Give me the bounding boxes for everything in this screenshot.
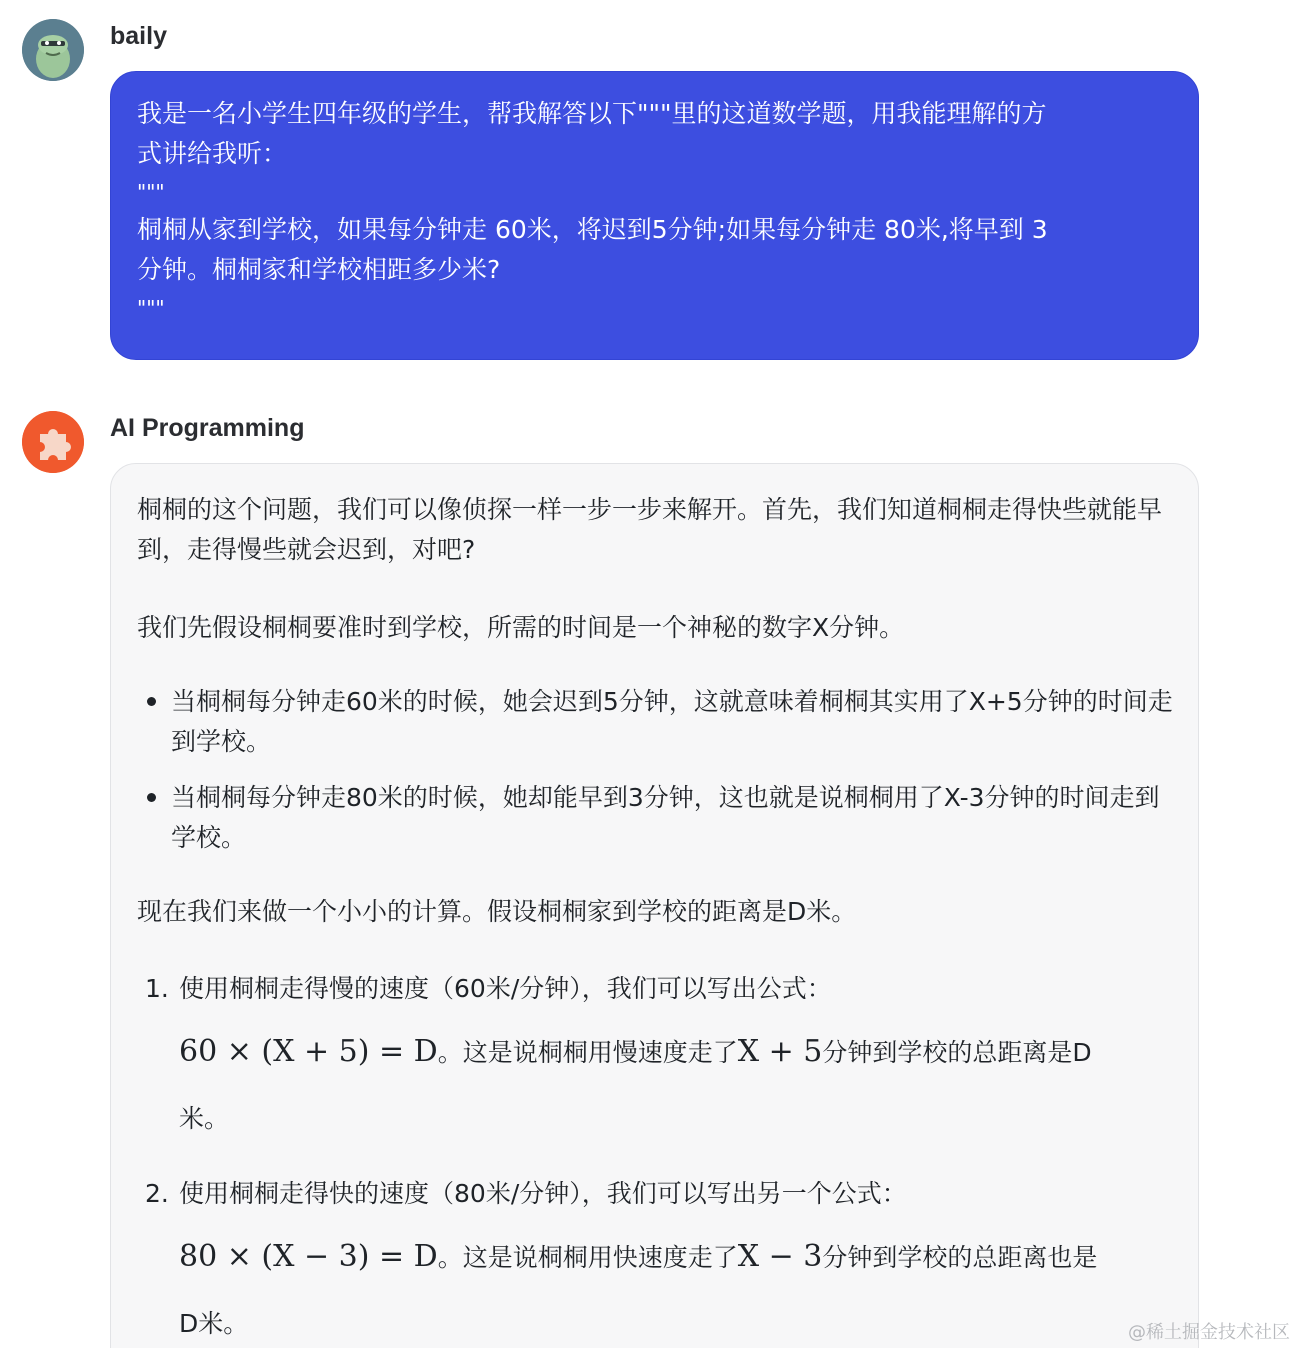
formula-explain: 分钟到学校的总距离是D — [822, 1038, 1092, 1067]
list-item — [137, 778, 1177, 858]
inline-math: X − 3 — [737, 1239, 823, 1274]
formula-explain: 。这是说桐桐用慢速度走了 — [437, 1038, 738, 1067]
list-number: 1. — [145, 974, 169, 1003]
list-number: 2. — [145, 1179, 169, 1208]
ai-avatar[interactable] — [22, 411, 84, 473]
step-label: 使用桐桐走得快的速度（80米/分钟），我们可以写出另一个公式： — [179, 1179, 907, 1208]
inline-math: X + 5 — [737, 1034, 823, 1069]
ai-name: AI Programming — [110, 414, 305, 442]
message-line: 桐桐从家到学校，如果每分钟走 60米，将迟到5分钟;如果每分钟走 80米,将早到 3 — [137, 215, 1048, 244]
calc-intro-paragraph: 现在我们来做一个小小的计算。假设桐桐家到学校的距离是D米。 — [137, 897, 857, 926]
assumption-paragraph: 我们先假设桐桐要准时到学校，所需的时间是一个神秘的数字X分钟。 — [137, 613, 905, 642]
formula-explain: 。这是说桐桐用快速度走了 — [437, 1243, 738, 1272]
formula-tail: D米。 — [179, 1309, 249, 1338]
bullet-icon — [147, 697, 156, 706]
message-line: 分钟。桐桐家和学校相距多少米? — [137, 255, 501, 284]
puzzle-piece-icon — [22, 411, 84, 473]
list-item — [137, 969, 1177, 1150]
user-avatar[interactable] — [22, 19, 84, 81]
bullet-text: 当桐桐每分钟走80米的时候，她却能早到3分钟，这也就是说桐桐用了X-3分钟的时间走到学校。 — [171, 783, 1160, 852]
bullet-list — [137, 682, 1177, 874]
user-name: baily — [110, 22, 167, 50]
formula-tail: 米。 — [179, 1104, 230, 1133]
formula: 60 × (X + 5) = D — [179, 1034, 438, 1069]
ai-message-bubble — [110, 463, 1199, 1348]
user-message-bubble — [110, 71, 1199, 360]
numbered-list — [137, 969, 1177, 1348]
frog-avatar-icon — [22, 19, 84, 81]
formula-line — [179, 1021, 1177, 1084]
formula-explain: 分钟到学校的总距离也是 — [822, 1243, 1098, 1272]
bullet-text: 当桐桐每分钟走60米的时候，她会迟到5分钟，这就意味着桐桐其实用了X+5分钟的时间走到学校。 — [171, 687, 1173, 756]
formula-line — [179, 1226, 1177, 1289]
formula: 80 × (X − 3) = D — [179, 1239, 438, 1274]
step-label: 使用桐桐走得慢的速度（60米/分钟），我们可以写出公式： — [179, 974, 832, 1003]
message-line: 我是一名小学生四年级的学生，帮我解答以下"""里的这道数学题，用我能理解的方 — [137, 99, 1047, 128]
watermark: @稀土掘金技术社区 — [1128, 1322, 1290, 1343]
message-line: """ — [137, 296, 165, 320]
message-line: """ — [137, 180, 165, 204]
list-item — [137, 682, 1177, 762]
message-line: 式讲给我听： — [137, 139, 288, 168]
intro-paragraph: 桐桐的这个问题，我们可以像侦探一样一步一步来解开。首先，我们知道桐桐走得快些就能早到，走得慢些就会迟到，对吧? — [137, 495, 1163, 564]
list-item — [137, 1174, 1177, 1348]
bullet-icon — [147, 793, 156, 802]
